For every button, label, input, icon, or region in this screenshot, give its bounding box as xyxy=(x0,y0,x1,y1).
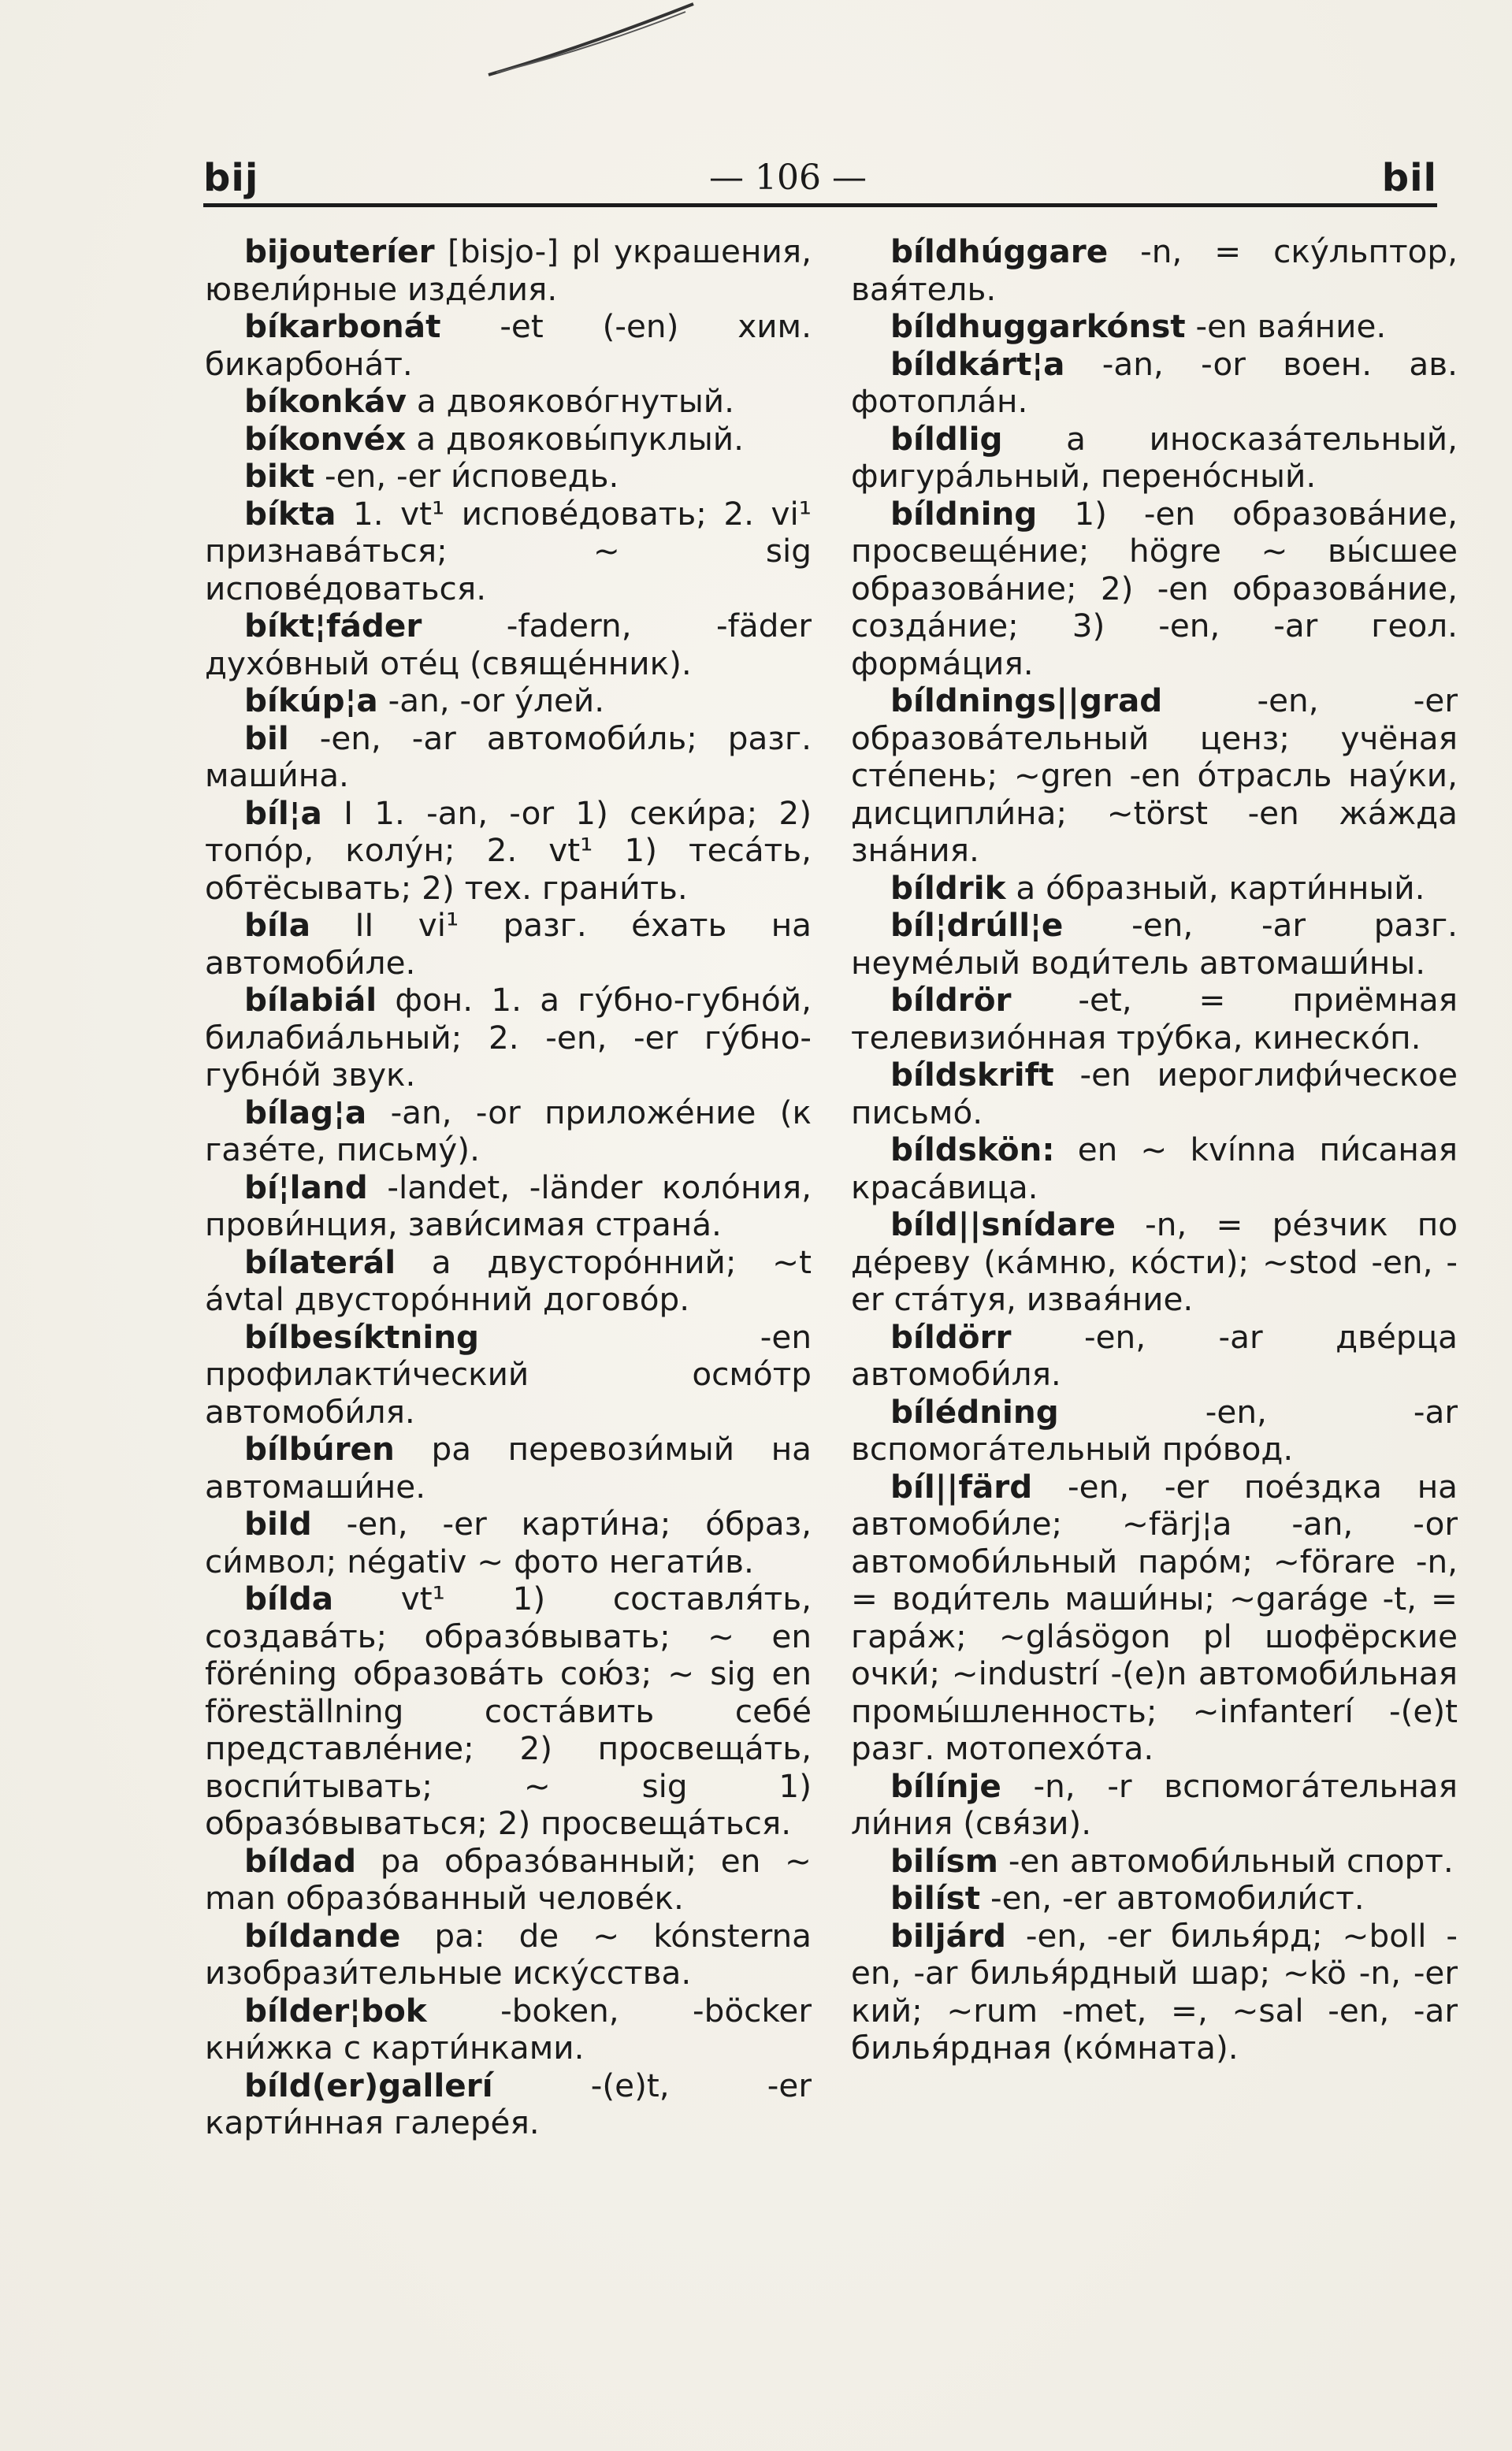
dictionary-entry xyxy=(851,1768,1458,1843)
running-head-left: bij xyxy=(203,156,259,200)
entry-definition: a двояковы́пуклый. xyxy=(406,419,745,458)
entry-definition: -en, -ar разг. неуме́лый води́тель автомаши́ны. xyxy=(851,906,1458,982)
headword: bíkonkáv xyxy=(244,382,407,420)
dictionary-entry xyxy=(851,496,1458,683)
headword: bijouteríer xyxy=(244,232,435,270)
entry-definition: 1. vt¹ испове́довать; 2. vi¹ признава́ться; ~ sig испове́доваться. xyxy=(205,494,812,607)
headword: bíkt¦fáder xyxy=(244,607,422,644)
entry-definition: -en, -ar две́рца автомоби́ля. xyxy=(851,1317,1458,1393)
headword: bilíst xyxy=(890,1879,981,1917)
entry-definition: -en профилакти́ческий осмо́тр автомоби́ля. xyxy=(205,1317,812,1431)
dictionary-entry xyxy=(205,1506,812,1580)
headword: bílder¦bok xyxy=(244,1991,427,2030)
page-number: — 106 — xyxy=(709,158,867,198)
entry-definition: -(e)t, -er карти́нная галере́я. xyxy=(205,2066,812,2141)
pen-stroke-mark xyxy=(473,0,709,87)
entry-definition: -et (-en) хим. бикарбона́т. xyxy=(205,307,812,383)
entry-definition: -en, -er и́споведь. xyxy=(314,457,619,495)
entry-definition: -n, = ску́льптор, вая́тель. xyxy=(851,232,1458,308)
entry-definition: -fadern, -fäder духо́вный оте́ц (свяще́нник). xyxy=(205,607,812,682)
dictionary-entry xyxy=(851,1319,1458,1394)
entry-definition: -an, -or у́лей. xyxy=(377,681,605,719)
left-column xyxy=(205,233,812,2142)
dictionary-entry xyxy=(851,1880,1458,1918)
headword: bíldskrift xyxy=(890,1056,1054,1094)
entry-definition: 1) -en образова́ние, просвеще́ние; högre ~ вы́сшее образова́ние; 2) -en образова́ние, созда́ние; 3) -en, -ar геол. форма́ция. xyxy=(851,494,1458,682)
entry-definition: vt¹ 1) составля́ть, создава́ть; образо́вывать; ~ en föréning образова́ть сою́з; ~ sig en föreställning соста́вить себе́ представле́ние; 2) просвеща́ть, воспи́тывать; ~ sig 1) образо́вываться; 2) просвеща́ться. xyxy=(205,1580,812,1842)
headword: bílbesíktning xyxy=(244,1317,480,1356)
running-head-right: bil xyxy=(1381,156,1437,200)
dictionary-entry xyxy=(851,982,1458,1057)
entry-definition: -n, -r вспомога́тельная ли́ния (свя́зи). xyxy=(851,1766,1458,1842)
headword: bí¦land xyxy=(244,1168,368,1206)
headword: bíldande xyxy=(244,1916,401,1955)
headword: bíldning xyxy=(890,494,1038,533)
headword: bílaterál xyxy=(244,1242,396,1281)
entry-definition: II vi¹ разг. е́хать на автомоби́ле. xyxy=(205,906,812,982)
entry-definition: a иносказа́тельный, фигура́льный, перено́сный. xyxy=(851,419,1458,495)
headword: bíla xyxy=(244,906,311,944)
dictionary-entry xyxy=(851,1131,1458,1206)
headword: bikt xyxy=(244,457,315,495)
dictionary-entry xyxy=(851,1843,1458,1881)
headword: bild xyxy=(244,1505,312,1543)
dictionary-entry xyxy=(205,308,812,383)
headword: bílbúren xyxy=(244,1430,395,1468)
headword: bílag¦a xyxy=(244,1093,367,1131)
headword: bíkúp¦a xyxy=(244,681,378,719)
headword: bil xyxy=(244,719,289,757)
dictionary-entry xyxy=(205,607,812,682)
headword: bílabiál xyxy=(244,981,377,1019)
entry-definition: I 1. -an, -or 1) секи́ра; 2) топо́р, колу́н; 2. vt¹ 1) теса́ть, обтёсывать; 2) тех. грани́ть. xyxy=(205,793,812,907)
entry-definition: pa перевози́мый на автомаши́не. xyxy=(205,1430,812,1506)
headword: bíldrik xyxy=(890,868,1006,907)
dictionary-entry xyxy=(205,1431,812,1506)
right-column xyxy=(851,233,1458,2067)
dictionary-entry xyxy=(205,458,812,496)
entry-definition: фон. 1. a гу́бно-губно́й, билабиа́льный; 2. -en, -er гу́бно-губно́й звук. xyxy=(205,981,812,1094)
headword: bíldhuggarkónst xyxy=(890,307,1186,345)
dictionary-entry xyxy=(205,1319,812,1432)
entry-definition: -n, = ре́зчик по де́реву (ка́мню, ко́сти); ~stod -en, -er ста́туя, извая́ние. xyxy=(851,1205,1458,1318)
entry-definition: -en иероглифи́ческое письмо́. xyxy=(851,1056,1458,1131)
entry-definition: -et, = приёмная телевизио́нная тру́бка, кинеско́п. xyxy=(851,981,1458,1057)
headword: bíl||färd xyxy=(890,1467,1033,1506)
dictionary-entry xyxy=(205,383,812,421)
dictionary-entry xyxy=(851,346,1458,421)
dictionary-entry xyxy=(205,720,812,795)
headword: biljárd xyxy=(890,1916,1006,1955)
headword: bíkta xyxy=(244,494,336,533)
dictionary-entry xyxy=(205,2067,812,2142)
entry-definition: a двусторо́нний; ~t ávtal двусторо́нний догово́р. xyxy=(205,1242,812,1318)
dictionary-entry xyxy=(851,233,1458,308)
dictionary-entry xyxy=(205,907,812,982)
entry-definition: [bisjo-] pl украшения, ювели́рные изде́лия. xyxy=(205,232,812,308)
headword: bílda xyxy=(244,1580,334,1617)
entry-definition: -en, -er образова́тельный ценз; учёная сте́пень; ~gren -en о́трасль нау́ки, дисципли́на; ~törst -en жа́жда зна́ния. xyxy=(851,681,1458,869)
dictionary-entry xyxy=(205,421,812,459)
dictionary-entry xyxy=(851,421,1458,496)
dictionary-entry xyxy=(851,1469,1458,1768)
entry-definition: a двояково́гнутый. xyxy=(407,382,735,420)
dictionary-entry xyxy=(205,1992,812,2067)
entry-definition: -en вая́ние. xyxy=(1185,307,1387,345)
entry-definition: -en, -er билья́рд; ~boll -en, -ar билья́рдный шар; ~kö -n, -er кий; ~rum -met, =, ~sal -en, -ar билья́рдная (ко́мната). xyxy=(851,1916,1458,2067)
entry-definition: -an, -or приложе́ние (к газе́те, письму́). xyxy=(205,1093,812,1168)
header-rule xyxy=(203,203,1437,207)
headword: bíldhúggare xyxy=(890,232,1109,270)
headword: bíld(er)gallerí xyxy=(244,2066,493,2104)
dictionary-entry xyxy=(205,1580,812,1843)
dictionary-entry xyxy=(205,795,812,908)
dictionary-entry xyxy=(851,1394,1458,1469)
headword: bíkarbonát xyxy=(244,307,441,345)
dictionary-entry xyxy=(205,1843,812,1918)
headword: bíldskön: xyxy=(890,1131,1055,1168)
entry-definition: -boken, -böcker кни́жка с карти́нками. xyxy=(205,1991,812,2067)
entry-definition: -en, -er пое́здка на автомоби́ле; ~färj¦a -an, -or автомоби́льный паро́м; ~förare -n, = води́тель маши́ны; ~garáge -t, = гара́ж; ~glásögon pl шофёрские очки́; ~industrí -(e)n автомоби́льная промы́шленность; ~infanterí -(e)t разг. мотопехо́та. xyxy=(851,1467,1458,1767)
dictionary-entry xyxy=(851,1206,1458,1319)
entry-definition: -en, -ar автомоби́ль; разг. маши́на. xyxy=(205,719,812,794)
headword: bíkonvéx xyxy=(244,419,407,458)
headword: bíldad xyxy=(244,1841,357,1880)
headword: bíl¦a xyxy=(244,793,322,832)
dictionary-entry xyxy=(851,870,1458,908)
entry-definition: pa образо́ванный; en ~ man образо́ванный челове́к. xyxy=(205,1841,812,1917)
entry-definition: pa: de ~ kónsterna изобрази́тельные иску́сства. xyxy=(205,1916,812,1992)
headword: bílédning xyxy=(890,1392,1059,1431)
headword: bíldkárt¦a xyxy=(890,344,1065,383)
dictionary-entry xyxy=(851,1918,1458,2067)
headword: bíl¦drúll¦e xyxy=(890,906,1064,944)
dictionary-entry xyxy=(851,308,1458,346)
entry-definition: a о́бразный, карти́нный. xyxy=(1005,868,1425,907)
dictionary-entry xyxy=(851,907,1458,982)
dictionary-entry xyxy=(205,682,812,720)
headword: bíld||snídare xyxy=(890,1205,1116,1243)
entry-definition: -en, -er автомобили́ст. xyxy=(980,1879,1365,1917)
dictionary-entry xyxy=(851,682,1458,870)
dictionary-entry xyxy=(851,1057,1458,1131)
dictionary-entry xyxy=(205,1918,812,1992)
entry-definition: en ~ kvínna пи́саная краса́вица. xyxy=(851,1131,1458,1206)
headword: bíldlig xyxy=(890,419,1003,458)
entry-definition: -landet, -länder коло́ния, прови́нция, зави́симая страна́. xyxy=(205,1168,812,1243)
dictionary-entry xyxy=(205,982,812,1094)
headword: bíldnings||grad xyxy=(890,681,1163,719)
entry-definition: -en автомоби́льный спорт. xyxy=(997,1841,1454,1880)
dictionary-entry xyxy=(205,233,812,308)
headword: bílínje xyxy=(890,1766,1001,1805)
dictionary-entry xyxy=(205,1244,812,1319)
dictionary-entry xyxy=(205,1094,812,1169)
entry-definition: -en, -ar вспомога́тельный про́вод. xyxy=(851,1392,1458,1468)
headword: bíldörr xyxy=(890,1317,1012,1356)
entry-definition: -an, -or воен. ав. фотопла́н. xyxy=(851,344,1458,420)
dictionary-entry xyxy=(205,1169,812,1244)
entry-definition: -en, -er карти́на; о́браз, си́мвол; négativ ~ фото негати́в. xyxy=(205,1505,812,1580)
dictionary-entry xyxy=(205,496,812,608)
headword: bilísm xyxy=(890,1841,998,1880)
headword: bíldrör xyxy=(890,981,1012,1019)
